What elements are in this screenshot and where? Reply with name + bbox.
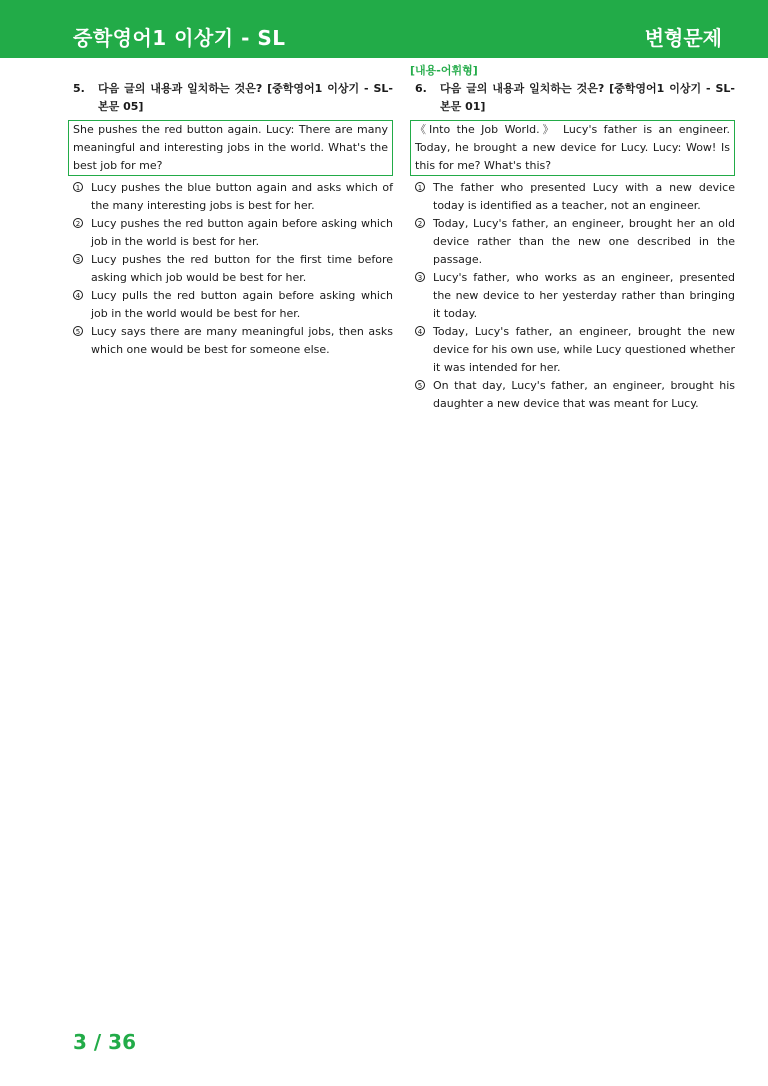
- question-6: [410, 62, 735, 413]
- page-header: [0, 0, 768, 58]
- choice-number: 5: [415, 380, 425, 390]
- choice-text: Lucy pulls the red button again before asking which job in the world would be best for her.: [91, 289, 393, 320]
- question-heading: [410, 80, 735, 116]
- page-number: 3 / 36: [73, 1030, 136, 1054]
- choice-number: 1: [73, 182, 83, 192]
- choice-text: On that day, Lucy's father, an engineer, brought his daughter a new device that was meant for Lucy.: [433, 379, 735, 410]
- choice-text: The father who presented Lucy with a new device today is identified as a teacher, not an engineer.: [433, 181, 735, 212]
- header-title: 중학영어1 이상기 - SL: [73, 26, 286, 50]
- choice-list: [410, 179, 735, 413]
- choice-text: Today, Lucy's father, an engineer, brought her an old device rather than the new one described in the passage.: [433, 217, 735, 266]
- choice-5[interactable]: [68, 323, 393, 359]
- question-number: 5.: [73, 82, 85, 95]
- choice-1[interactable]: [68, 179, 393, 215]
- question-text: 다음 글의 내용과 일치하는 것은? [중학영어1 이상기 - SL-본문 05]: [98, 82, 393, 113]
- choice-number: 3: [73, 254, 83, 264]
- choice-number: 1: [415, 182, 425, 192]
- header-section-label: 변형문제: [644, 26, 722, 50]
- choice-text: Lucy pushes the blue button again and asks which of the many interesting jobs is best for her.: [91, 181, 393, 212]
- choice-list: [68, 179, 393, 359]
- choice-4[interactable]: [410, 323, 735, 377]
- question-tag: [68, 62, 393, 80]
- choice-2[interactable]: [410, 215, 735, 269]
- question-text: 다음 글의 내용과 일치하는 것은? [중학영어1 이상기 - SL-본문 01]: [440, 82, 735, 113]
- choice-number: 3: [415, 272, 425, 282]
- choice-text: Lucy pushes the red button again before asking which job in the world is best for her.: [91, 217, 393, 248]
- question-number: 6.: [415, 82, 427, 95]
- choice-text: Lucy says there are many meaningful jobs, then asks which one would be best for someone else.: [91, 325, 393, 356]
- choice-number: 5: [73, 326, 83, 336]
- choice-2[interactable]: [68, 215, 393, 251]
- question-5: [68, 62, 393, 359]
- choice-5[interactable]: [410, 377, 735, 413]
- choice-4[interactable]: [68, 287, 393, 323]
- choice-3[interactable]: [410, 269, 735, 323]
- choice-text: Lucy's father, who works as an engineer, presented the new device to her yesterday rather than bringing it today.: [433, 271, 735, 320]
- choice-1[interactable]: [410, 179, 735, 215]
- passage-box: She pushes the red button again. Lucy: There are many meaningful and interesting jobs in the world. What's the best job for me?: [68, 120, 393, 176]
- question-heading: [68, 80, 393, 116]
- choice-3[interactable]: [68, 251, 393, 287]
- choice-number: 2: [415, 218, 425, 228]
- passage-box: 《Into the Job World.》 Lucy's father is an engineer. Today, he brought a new device for Lucy. Lucy: Wow! Is this for me? What's this?: [410, 120, 735, 176]
- choice-number: 2: [73, 218, 83, 228]
- choice-text: Lucy pushes the red button for the first time before asking which job would be best for her.: [91, 253, 393, 284]
- choice-number: 4: [73, 290, 83, 300]
- question-tag: [내용-어휘형]: [410, 64, 478, 77]
- choice-text: Today, Lucy's father, an engineer, brought the new device for his own use, while Lucy questioned whether it was intended for her.: [433, 325, 735, 374]
- choice-number: 4: [415, 326, 425, 336]
